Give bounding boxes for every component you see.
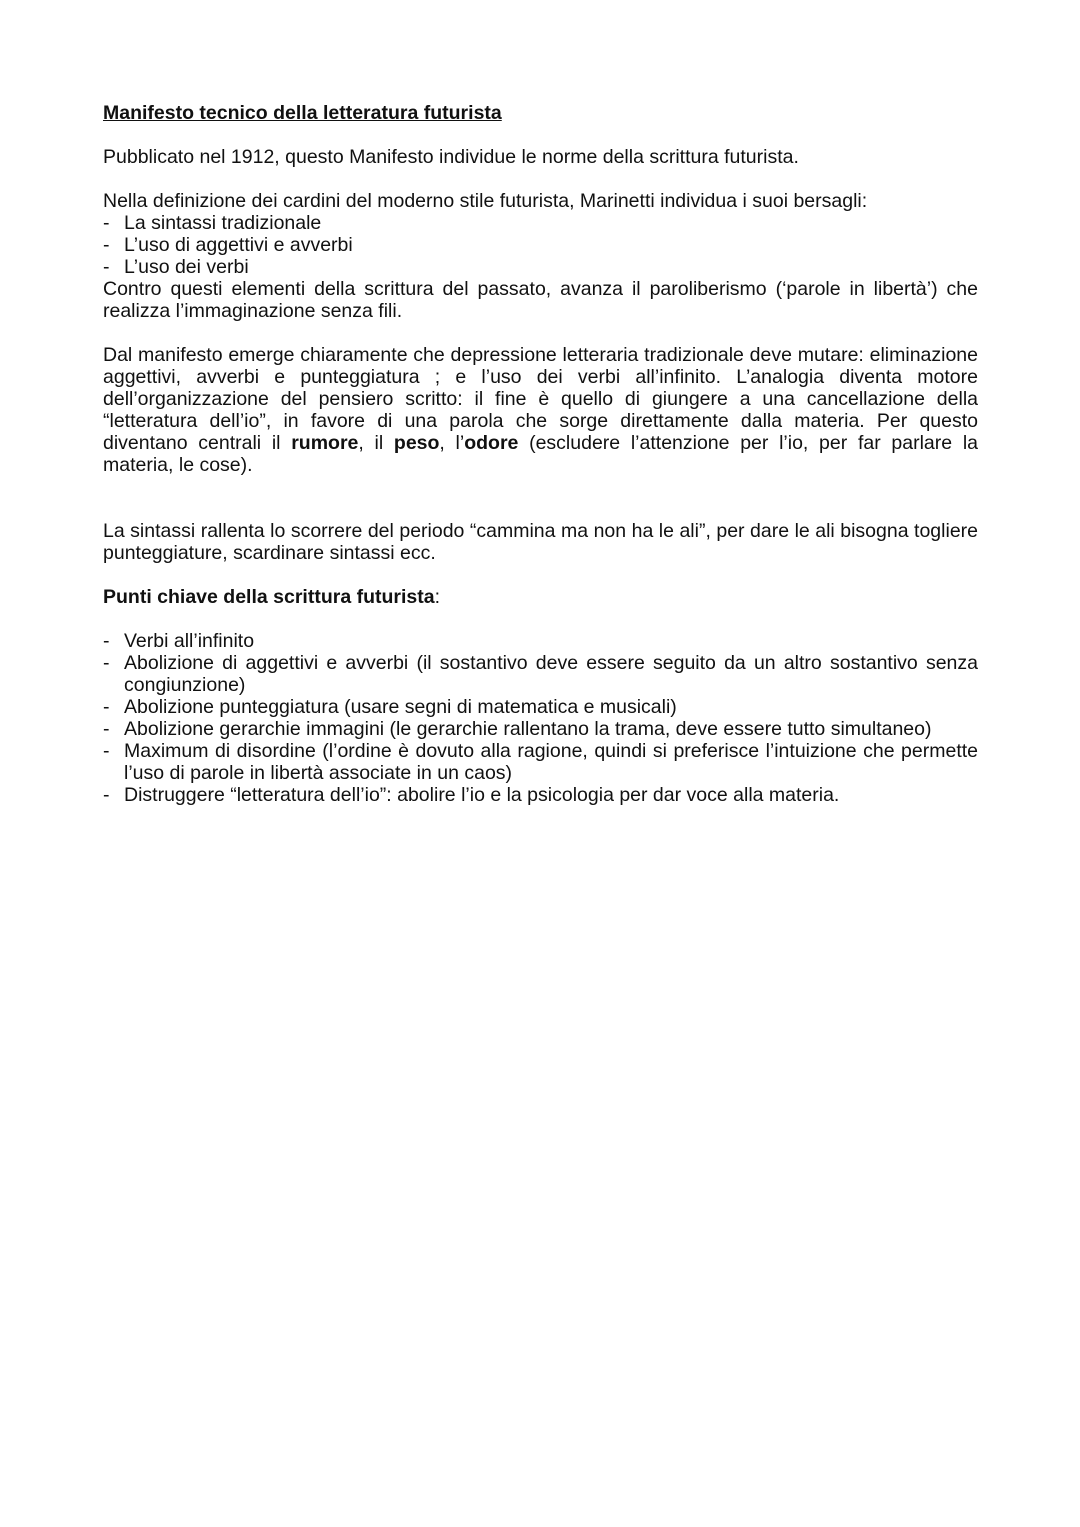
targets-section [103,190,978,322]
dash-marker: - [103,256,110,278]
targets-list [103,212,978,278]
list-item: - Maximum di disordine (l’ordine è dovuto alla ragione, quindi si preferisce l’intuizione che permette l’uso di parole in libertà associate in un caos) [103,740,978,784]
list-item: - Verbi all’infinito [103,630,255,652]
dash-marker: - [103,212,110,234]
document-body [103,102,978,806]
key-points-heading: Punti chiave della scrittura futurista: [103,586,441,608]
dash-marker: - [103,630,110,652]
list-item: - Abolizione gerarchie immagini (le gerarchie rallentano la trama, deve essere tutto simultaneo) [103,718,932,740]
list-item: - Distruggere “letteratura dell’io”: abolire l’io e la psicologia per dar voce alla materia. [103,784,840,806]
dash-marker: - [103,234,110,256]
syntax-paragraph: La sintassi rallenta lo scorrere del periodo “cammina ma non ha le ali”, per dare le ali bisogna togliere punteggiature, scardinare sintassi ecc. [103,520,978,564]
manifesto-paragraph: Dal manifesto emerge chiaramente che depressione letteraria tradizionale deve mutare: eliminazione aggettivi, avverbi e punteggiatura ; e l’uso dei verbi all’infinito. L’analogia diventa motore dell’organizzazione del pensiero scritto: il fine è quello di giungere a una cancellazione della “letteratura dell’io”, in favore di una parola che sorge direttamente dalla materia. Per questo diventano centrali il rumore, il peso, l’odore (escludere l’attenzione per l’io, per far parlare la materia, le cose). [103,344,978,476]
spacer [103,498,978,520]
keyword-peso: peso [393,432,440,454]
list-item: - Abolizione di aggettivi e avverbi (il sostantivo deve essere seguito da un altro sostantivo senza congiunzione) [103,652,978,696]
document-title: Manifesto tecnico della letteratura futurista [103,102,502,124]
targets-intro: Nella definizione dei cardini del moderno stile futurista, Marinetti individua i suoi bersagli: [103,190,868,212]
dash-marker: - [103,652,110,674]
dash-marker: - [103,718,110,740]
intro-paragraph: Pubblicato nel 1912, questo Manifesto individue le norme della scrittura futurista. [103,146,799,168]
dash-marker: - [103,784,110,806]
spacer [103,476,978,498]
keyword-odore: odore [464,432,519,454]
keyword-rumore: rumore [291,432,359,454]
key-points-list [103,630,978,806]
list-item: - L’uso di aggettivi e avverbi [103,234,353,256]
list-item: - La sintassi tradizionale [103,212,322,234]
dash-marker: - [103,696,110,718]
dash-marker: - [103,740,110,762]
targets-after-paragraph: Contro questi elementi della scrittura del passato, avanza il paroliberismo (‘parole in libertà’) che realizza l’immaginazione senza fili. [103,278,978,322]
list-item: - Abolizione punteggiatura (usare segni di matematica e musicali) [103,696,677,718]
list-item: - L’uso dei verbi [103,256,249,278]
